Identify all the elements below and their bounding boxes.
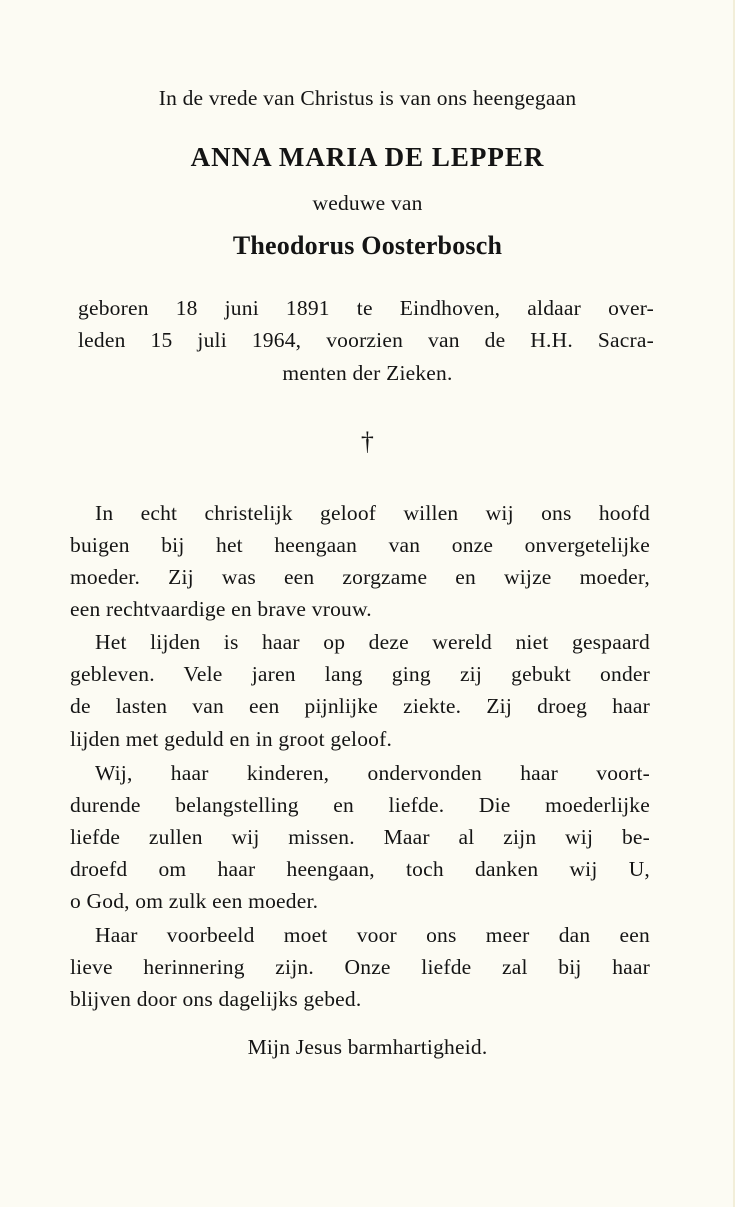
- text-line: de lasten van een pijnlijke ziekte. Zij droeg haar: [70, 694, 650, 718]
- text-line: moeder. Zij was een zorgzame en wijze moeder,: [70, 565, 650, 589]
- text-line: liefde zullen wij missen. Maar al zijn wij be-: [70, 825, 650, 849]
- text-line: gebleven. Vele jaren lang ging zij gebukt onder: [70, 662, 650, 686]
- relation-text: weduwe van: [312, 191, 423, 215]
- spouse-name: Theodorus Oosterbosch: [232, 231, 503, 260]
- text-line: droefd om haar heengaan, toch danken wij U,: [70, 857, 650, 881]
- text-line: buigen bij het heengaan van onze onvergetelijke: [70, 533, 650, 557]
- text-line: durende belangstelling en liefde. Die moederlijke: [70, 793, 650, 817]
- text-line: Haar voorbeeld moet voor ons meer dan een: [95, 923, 650, 947]
- text-line: o God, om zulk een moeder.: [70, 889, 319, 913]
- closing-prayer: Mijn Jesus barmhartigheid.: [247, 1035, 488, 1059]
- birth-death-line: geboren 18 juni 1891 te Eindhoven, aldaar over-: [78, 296, 654, 320]
- birth-death-line: menten der Zieken.: [282, 361, 453, 385]
- birth-death-line: leden 15 juli 1964, voorzien van de H.H. Sacra-: [78, 328, 654, 352]
- text-line: In echt christelijk geloof willen wij ons hoofd: [95, 501, 650, 525]
- heading: In de vrede van Christus is van ons heengegaan: [158, 86, 577, 110]
- deceased-name: ANNA MARIA DE LEPPER: [190, 142, 545, 172]
- cross-icon: †: [360, 427, 375, 456]
- text-line: Wij, haar kinderen, ondervonden haar voort-: [95, 761, 650, 785]
- text-line: lieve herinnering zijn. Onze liefde zal bij haar: [70, 955, 650, 979]
- text-line: Het lijden is haar op deze wereld niet gespaard: [95, 630, 650, 654]
- text-line: een rechtvaardige en brave vrouw.: [70, 597, 372, 621]
- text-line: blijven door ons dagelijks gebed.: [70, 987, 362, 1011]
- text-line: lijden met geduld en in groot geloof.: [70, 727, 393, 751]
